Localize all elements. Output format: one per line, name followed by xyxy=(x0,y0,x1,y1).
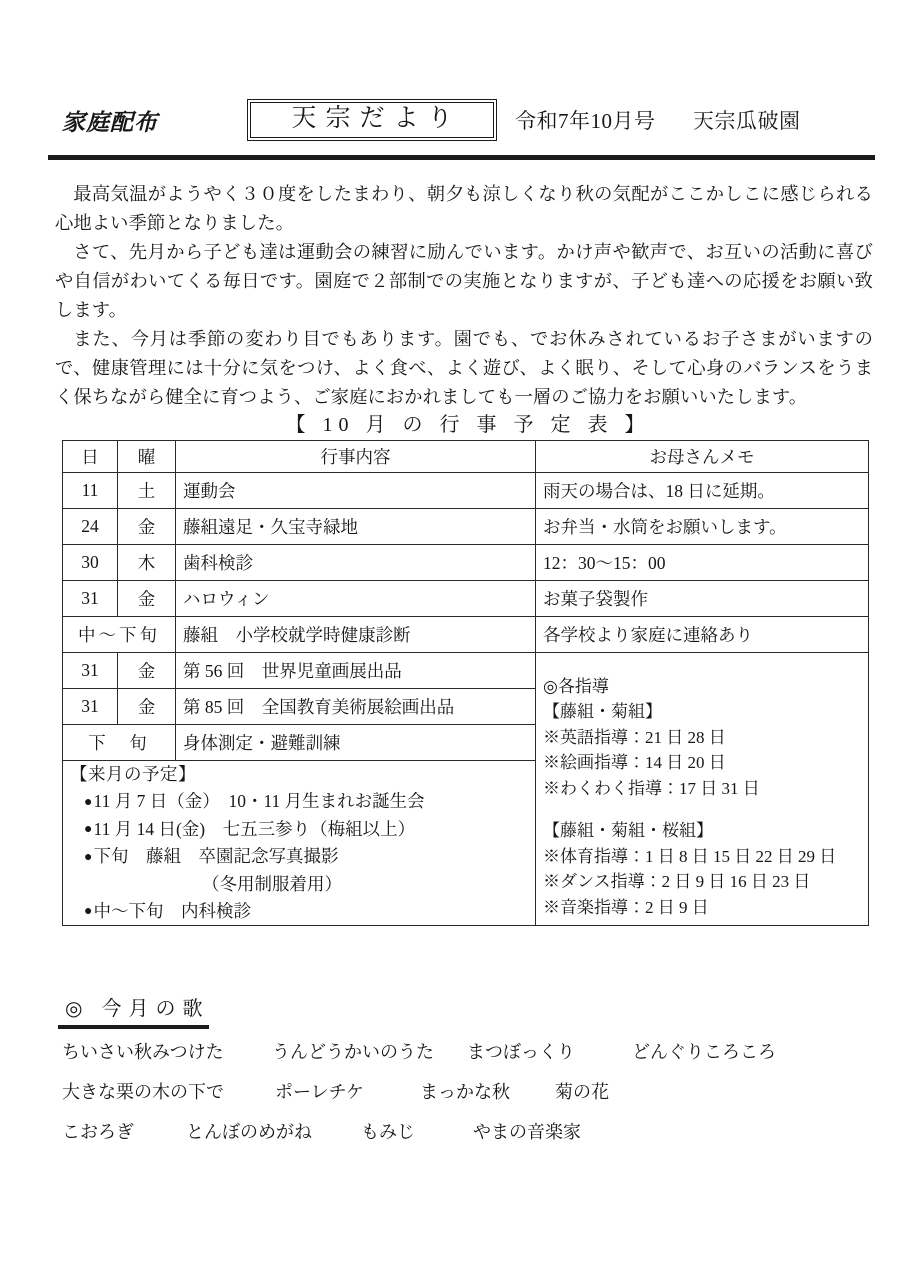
cell-day: 31 xyxy=(63,653,118,689)
song-row xyxy=(62,1078,862,1102)
schedule-table xyxy=(62,440,869,926)
distribution-label: 家庭配布 xyxy=(62,109,158,135)
guidance-group1-item: ※絵画指導：14 日 20 日 xyxy=(543,753,726,773)
organization-name: 天宗瓜破園 xyxy=(693,109,801,133)
song-title: まっかな秋 xyxy=(420,1082,510,1102)
issue-label: 令和7年10月号 xyxy=(515,109,656,133)
guidance-group1-item: ※わくわく指導：17 日 31 日 xyxy=(543,778,760,798)
cell-day: 31 xyxy=(63,581,118,617)
table-row xyxy=(63,581,869,617)
next-month-title: 【来月の予定】 xyxy=(70,764,196,784)
cell-event: 藤組遠足・久宝寺緑地 xyxy=(176,509,536,545)
song-title: とんぼのめがね xyxy=(186,1122,312,1142)
song-title: ポーレチケ xyxy=(275,1082,364,1102)
issue-and-organization xyxy=(497,105,868,135)
cell-memo: 12：30〜15：00 xyxy=(536,545,869,581)
header-day: 日 xyxy=(63,441,118,473)
song-row xyxy=(62,1118,862,1142)
song-title: 大きな栗の木の下で xyxy=(62,1082,224,1102)
cell-memo: お弁当・水筒をお願いします。 xyxy=(536,509,869,545)
table-row xyxy=(63,617,869,653)
intro-paragraph-3: また、今月は季節の変わり目でもあります。園でも、でお休みされているお子さまがいますので、健康管理には十分に気をつけ、よく食べ、よく遊び、よく眠り、そして心身のバランスをうまく保ちながら健全に育つよう、ご家庭におかれましても一層のご協力をお願いいたします。 xyxy=(55,329,873,407)
cell-dow: 金 xyxy=(118,509,176,545)
cell-event: 運動会 xyxy=(176,473,536,509)
guidance-group1-item: ※英語指導：21 日 28 日 xyxy=(543,727,726,747)
table-row xyxy=(63,509,869,545)
cell-dow: 土 xyxy=(118,473,176,509)
song-title: どんぐりころころ xyxy=(632,1042,776,1062)
cell-day: 24 xyxy=(63,509,118,545)
next-month-item xyxy=(70,788,528,816)
guidance-top-space xyxy=(543,658,861,674)
guidance-group-gap xyxy=(543,801,861,818)
next-month-cell xyxy=(63,761,536,926)
cell-memo: 雨天の場合は、18 日に延期。 xyxy=(536,473,869,509)
song-title: うんどうかいのうた xyxy=(272,1042,434,1062)
cell-memo: 各学校より家庭に連絡あり xyxy=(536,617,869,653)
intro-paragraph-1: 最高気温がようやく３０度をしたまわり、朝夕も涼しくなり秋の気配がここかしこに感じられる心地よい季節となりました。 xyxy=(55,184,873,233)
next-month-item-text: 下旬 藤組 卒園記念写真撮影 xyxy=(93,846,339,866)
next-month-item xyxy=(70,843,528,871)
masthead xyxy=(62,96,868,144)
header-memo: お母さんメモ xyxy=(536,441,869,473)
table-row xyxy=(63,473,869,509)
cell-event: 歯科検診 xyxy=(176,545,536,581)
cell-event: 第 85 回 全国教育美術展絵画出品 xyxy=(176,689,536,725)
intro-paragraph-2: さて、先月から子ども達は運動会の練習に励んでいます。かけ声や歓声で、お互いの活動に喜びや自信がわいてくる毎日です。園庭で２部制での実施となりますが、子ども達への応援をお願い致します。 xyxy=(55,242,873,320)
cell-day: 11 xyxy=(63,473,118,509)
table-row xyxy=(63,653,869,689)
next-month-item-text: 11 月 14 日(金) 七五三参り（梅組以上） xyxy=(93,818,416,839)
masthead-divider-rule xyxy=(48,155,875,160)
table-header-row xyxy=(63,441,869,473)
cell-memo: お菓子袋製作 xyxy=(536,581,869,617)
songs-list xyxy=(62,1038,862,1158)
guidance-group2-label: 【藤組・菊組・桜組】 xyxy=(543,821,713,841)
newsletter-title: 天宗だより xyxy=(250,102,494,139)
bullet-icon: ● xyxy=(84,794,93,810)
song-title: もみじ xyxy=(361,1122,415,1142)
schedule-table-wrap xyxy=(62,440,868,926)
header-event: 行事内容 xyxy=(176,441,536,473)
guidance-group2-item: ※音楽指導：2 日 9 日 xyxy=(543,897,709,917)
song-title: やまの音楽家 xyxy=(473,1122,581,1142)
cell-event: ハロウィン xyxy=(176,581,536,617)
cell-dow: 金 xyxy=(118,581,176,617)
cell-event: 身体測定・避難訓練 xyxy=(176,725,536,761)
cell-event: 藤組 小学校就学時健康診断 xyxy=(176,617,536,653)
cell-dow: 金 xyxy=(118,653,176,689)
cell-day: 30 xyxy=(63,545,118,581)
song-title: 菊の花 xyxy=(555,1082,609,1102)
songs-heading: ◎ 今月の歌 xyxy=(58,992,209,1029)
song-title: ちいさい秋みつけた xyxy=(62,1042,224,1062)
cell-day-range: 中〜下旬 xyxy=(63,617,176,653)
cell-dow: 金 xyxy=(118,689,176,725)
intro-text xyxy=(55,180,873,412)
next-month-item xyxy=(70,816,528,844)
cell-dow: 木 xyxy=(118,545,176,581)
cell-day-range: 下 旬 xyxy=(63,725,176,761)
table-row xyxy=(63,545,869,581)
guidance-group1-label: 【藤組・菊組】 xyxy=(543,702,662,722)
song-title: こおろぎ xyxy=(62,1122,134,1142)
newsletter-title-box xyxy=(247,99,497,142)
guidance-cell xyxy=(536,653,869,926)
guidance-group2-item: ※体育指導：1 日 8 日 15 日 22 日 29 日 xyxy=(543,846,837,866)
song-title: まつぼっくり xyxy=(467,1042,575,1062)
bullet-icon: ● xyxy=(84,904,93,919)
next-month-item-text: 11 月 7 日（金） 10・11 月生まれお誕生会 xyxy=(93,791,425,811)
next-month-item-text: 中〜下旬 内科検診 xyxy=(93,900,251,921)
bullet-icon: ● xyxy=(84,822,93,837)
cell-event: 第 56 回 世界児童画展出品 xyxy=(176,653,536,689)
schedule-title: 【 10 月 の 行 事 予 定 表 】 xyxy=(285,414,651,436)
song-row xyxy=(62,1038,862,1062)
guidance-heading: ◎各指導 xyxy=(543,676,609,696)
bullet-icon: ● xyxy=(84,849,93,865)
next-month-item xyxy=(70,898,528,926)
cell-day: 31 xyxy=(63,689,118,725)
next-month-subnote: （冬用制服着用） xyxy=(202,873,342,894)
guidance-group2-item: ※ダンス指導：2 日 9 日 16 日 23 日 xyxy=(543,872,811,892)
header-dow: 曜 xyxy=(118,441,176,473)
